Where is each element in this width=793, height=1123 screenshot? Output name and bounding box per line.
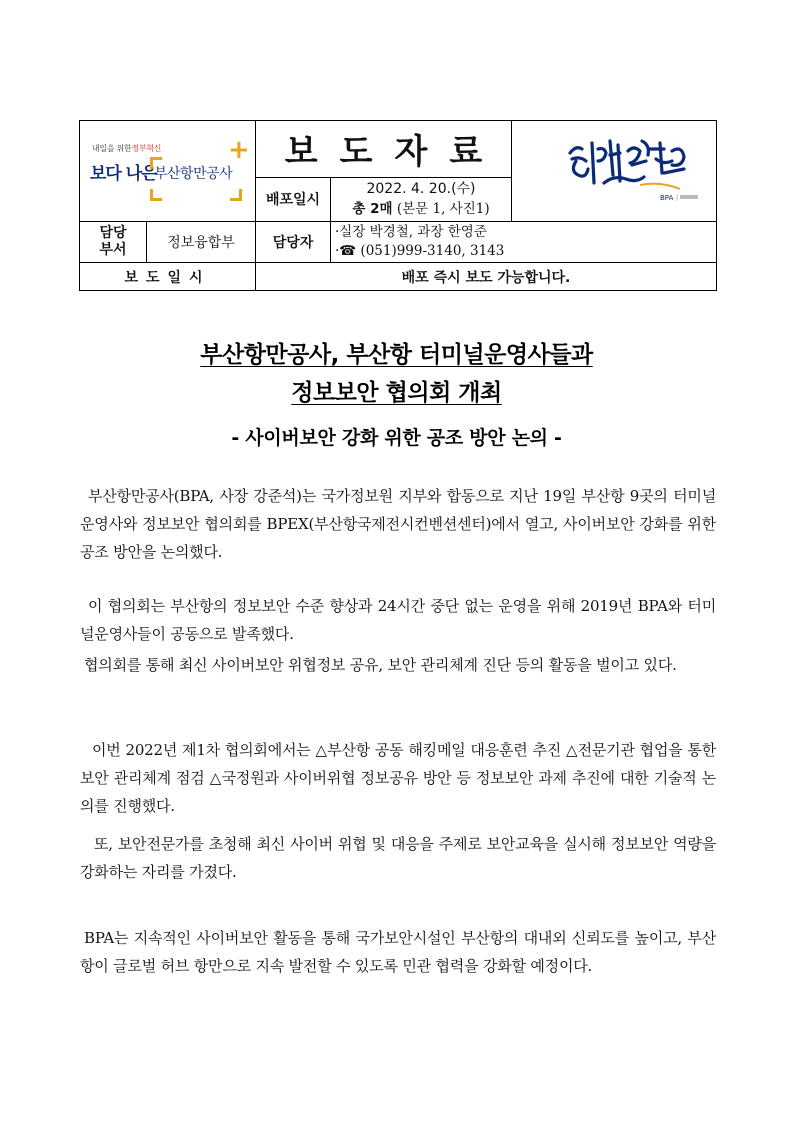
body-paragraph: 협의회를 통해 최신 사이버보안 위협정보 공유, 보안 관리체계 진단 등의 활동을 벌이고 있다. (84, 656, 677, 674)
logo-bracket-icon (230, 189, 242, 201)
department-label-line1: 담당 (99, 225, 127, 241)
press-release-title: 보도자료 (256, 121, 512, 178)
headline-line-1 (0, 336, 793, 369)
contact-phone: (051)999-3140, 3143 (360, 243, 505, 259)
distribution-date-cell (331, 177, 512, 221)
headline-line-2-text: 정보보안 협의회 개최 (291, 380, 502, 406)
logo-org-name: 부산항만공사 (154, 166, 233, 182)
logo-bracket-icon (150, 189, 162, 201)
busan-port-slogan-logo (512, 121, 716, 221)
brand-small-text: BPA (660, 194, 674, 202)
logo-better-text: 보다 나은 (90, 164, 157, 184)
bpa-logo-cell (80, 121, 256, 222)
department-label (80, 222, 147, 263)
contact-cell (331, 222, 717, 263)
bpa-logo (88, 131, 250, 211)
page-count-total: 총 2매 (352, 201, 393, 218)
phone-icon: ☎ (339, 243, 357, 259)
distribution-date-label: 배포일시 (256, 177, 331, 221)
logo-slogan (92, 143, 161, 154)
press-header-table (79, 120, 717, 291)
distribution-date: 2022. 4. 20.(수) (366, 181, 476, 198)
slogan-prefix: 내일을 위한 (92, 144, 132, 153)
headline-line-1-text: 부산항만공사, 부산항 터미널운영사들과 (200, 342, 593, 368)
body-paragraph: 이번 2022년 제1차 협의회에서는 △부산항 공동 해킹메일 대응훈련 추진 △전문기관 협업을 통한 보안 관리체계 점검 △국정원과 사이버위협 정보공유 방안 등 정보보안 과제 추진에 대한 기술적 논의를 진행했다. (80, 741, 716, 815)
department-value: 정보융합부 (147, 222, 256, 263)
body-paragraph: 부산항만공사(BPA, 사장 강준석)는 국가정보원 지부와 합동으로 지난 19일 부산항 9곳의 터미널 운영사와 정보보안 협의회를 BPEX(부산항국제전시컨벤션센터)에서 열고, 사이버보안 강화를 위한 공조 방안을 논의했다. (80, 487, 716, 561)
department-label-line2: 부서 (99, 242, 127, 258)
slogan-accent: 정부혁신 (131, 144, 162, 153)
contact-label: 담당자 (256, 222, 331, 263)
release-time-label: 보도일시 (80, 263, 256, 291)
page-count (331, 199, 511, 219)
contact-phone-line: ·☎ (051)999-3140, 3143 (335, 243, 505, 259)
body-paragraph: 또, 보안전문가를 초청해 최신 사이버 위협 및 대응을 주제로 보안교육을 실시해 정보보안 역량을 강화하는 자리를 가졌다. (80, 835, 716, 881)
release-time-value: 배포 즉시 보도 가능합니다. (256, 263, 717, 291)
headline-subtitle: - 사이버보안 강화 위한 공조 방안 논의 - (231, 427, 562, 449)
body-paragraph: 이 협의회는 부산항의 정보보안 수준 향상과 24시간 중단 없는 운영을 위해 2019년 BPA와 터미널운영사들이 공동으로 발족했다. (80, 597, 716, 643)
brand-logo-cell (512, 121, 717, 222)
body-paragraph: BPA는 지속적인 사이버보안 활동을 통해 국가보안시설인 부산항의 대내외 신뢰도를 높이고, 부산항이 글로벌 허브 항만으로 지속 발전할 수 있도록 민관 협력을 강화할 예정이다. (80, 929, 716, 975)
headline-line-2 (0, 374, 793, 407)
logo-plus-icon: + (228, 135, 250, 165)
contact-names: ·실장 박경철, 과장 한영준 (335, 224, 487, 240)
page-count-detail: (본문 1, 사진1) (396, 201, 490, 218)
